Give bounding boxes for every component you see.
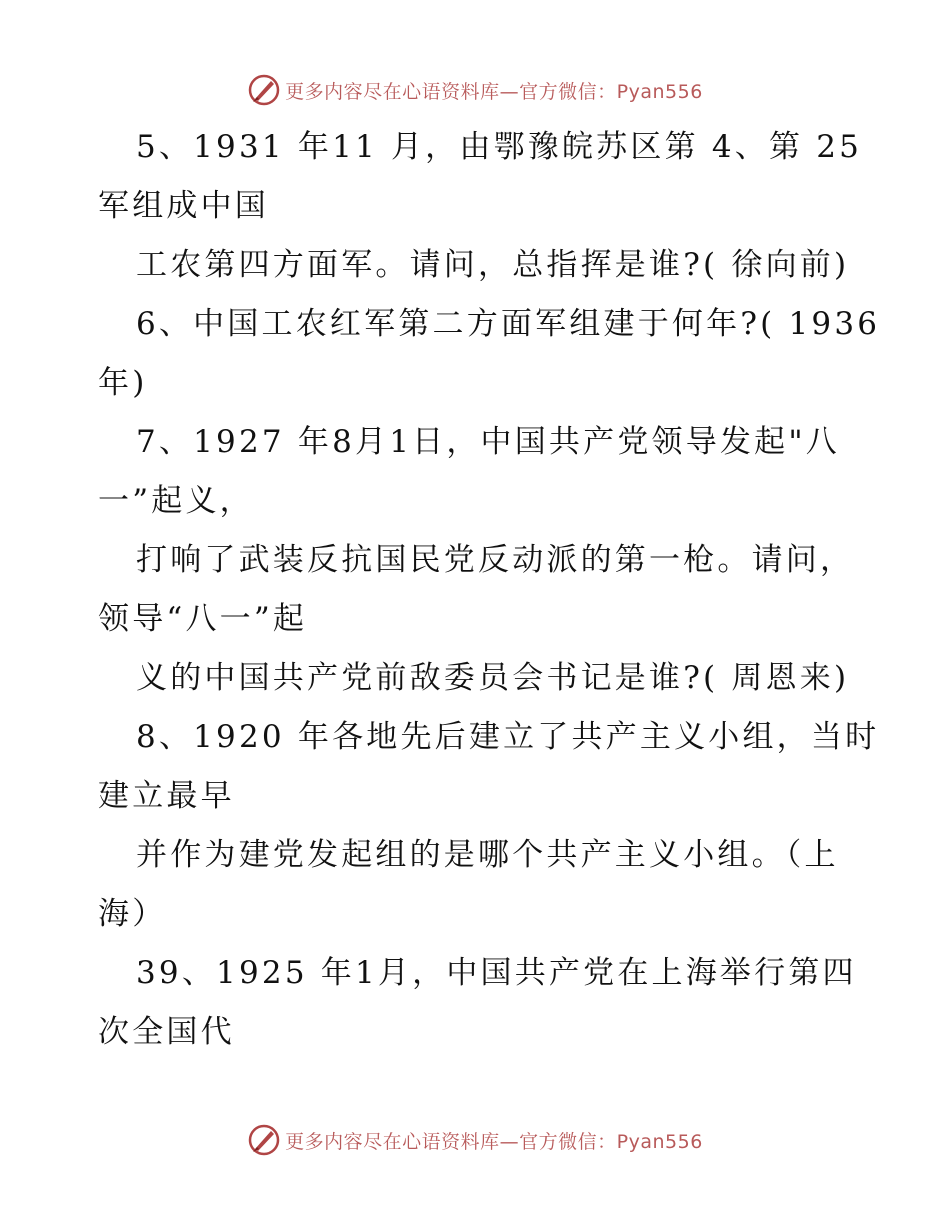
quill-pen-logo-icon bbox=[247, 73, 281, 107]
quill-pen-logo-icon bbox=[247, 1123, 281, 1157]
text-line: 年) bbox=[98, 365, 148, 401]
header-banner-text: 更多内容尽在心语资料库—官方微信：Pyan556 bbox=[285, 80, 703, 103]
text-line: 6、中国工农红军第二方面军组建于何年?( 1936 bbox=[136, 306, 881, 342]
text-line: 次全国代 bbox=[98, 1014, 235, 1050]
header-banner bbox=[0, 70, 950, 110]
text-line: 并作为建党发起组的是哪个共产主义小组。（上 bbox=[136, 837, 839, 873]
text-line: 工农第四方面军。请问，总指挥是谁?( 徐向前) bbox=[136, 247, 850, 283]
document-body bbox=[98, 118, 881, 1062]
footer-banner bbox=[0, 1120, 950, 1160]
text-line: 39、1925 年1月，中国共产党在上海举行第四 bbox=[136, 955, 857, 991]
text-line: 一”起义， bbox=[98, 483, 254, 519]
footer-banner-text: 更多内容尽在心语资料库—官方微信：Pyan556 bbox=[285, 1130, 703, 1153]
text-line: 领导“八一”起 bbox=[98, 601, 308, 637]
text-line: 5、1931 年11 月，由鄂豫皖苏区第 4、第 25 bbox=[136, 129, 863, 165]
text-line: 义的中国共产党前敌委员会书记是谁?( 周恩来) bbox=[136, 660, 850, 696]
text-line: 建立最早 bbox=[98, 778, 235, 814]
text-line: 8、1920 年各地先后建立了共产主义小组，当时 bbox=[136, 719, 880, 755]
text-line: 军组成中国 bbox=[98, 188, 269, 224]
text-line: 打响了武装反抗国民党反动派的第一枪。请问， bbox=[136, 542, 855, 578]
text-line: 7、1927 年8月1日，中国共产党领导发起"八 bbox=[136, 424, 840, 460]
text-line: 海） bbox=[98, 896, 167, 932]
